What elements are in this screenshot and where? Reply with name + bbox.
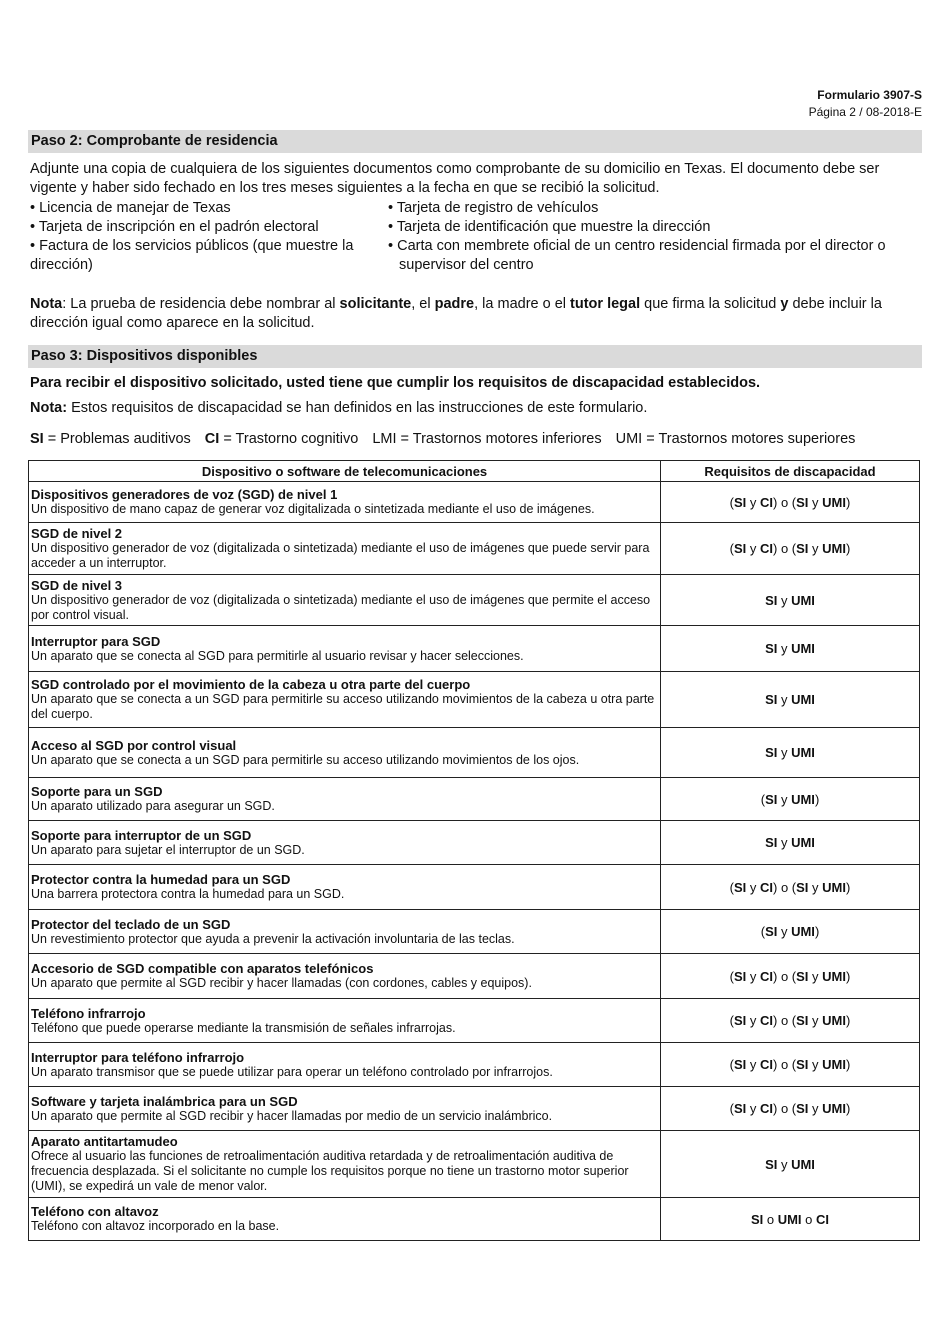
table-row [29,1087,920,1131]
table-row [29,954,920,999]
table-row [29,523,920,575]
column-header-requirements: Requisitos de discapacidad [661,461,920,482]
device-cell [29,575,661,626]
device-description: Un aparato que se conecta a un SGD para permitirle su acceso utilizando movimientos de los ojos. [31,752,580,767]
residence-note [30,295,922,333]
page-info: Página 2 / 08-2018-E [808,105,922,119]
note-text: Estos requisitos de discapacidad se han definidos en las instrucciones de este formulario. [67,400,648,416]
column-header-device: Dispositivo o software de telecomunicaciones [29,461,661,482]
device-name: Teléfono con altavoz [31,1204,159,1219]
device-cell [29,1043,661,1087]
device-cell [29,910,661,954]
note-text: debe incluir la dirección igual como aparece en la solicitud. [30,296,882,331]
device-name: Aparato antitartamudeo [31,1134,178,1149]
legend-text: = Trastorno cognitivo [219,431,359,447]
device-description: Teléfono que puede operarse mediante la transmisión de señales infrarrojas. [31,1020,456,1035]
device-cell [29,482,661,523]
device-cell [29,865,661,910]
table-row [29,482,920,523]
legend-abbr: UMI [615,431,643,447]
device-cell [29,778,661,821]
requirement-cell: (SI y CI) o (SI y UMI) [661,482,920,523]
step2-title: Paso 2: Comprobante de residencia [28,130,922,153]
legend-abbr: LMI [372,431,397,447]
requirement-cell: SI y UMI [661,672,920,728]
doc-item: • Tarjeta de registro de vehículos [388,200,599,216]
table-body [29,482,920,1241]
device-description: Ofrece al usuario las funciones de retroalimentación auditiva retardada y de retroalimentación auditiva de frecuencia desplazada. Si el solicitante no cumple los requisitos porque no tiene un trastorno motor superior (UMI), se expedirá un vale de menor valor. [31,1149,629,1193]
device-name: Interruptor para teléfono infrarrojo [31,1049,245,1065]
step3-title: Paso 3: Dispositivos disponibles [28,345,922,368]
requirement-cell: SI o UMI o CI [661,1198,920,1241]
device-description: Un aparato transmisor que se puede utilizar para operar un teléfono controlado por infrarrojos. [31,1064,553,1079]
note-emph: solicitante [339,296,412,312]
abbreviation-legend [30,430,922,449]
requirement-cell: (SI y UMI) [661,778,920,821]
requirement-cell: (SI y CI) o (SI y UMI) [661,954,920,999]
requirement-cell: (SI y CI) o (SI y UMI) [661,865,920,910]
device-name: Protector del teclado de un SGD [31,916,231,932]
device-cell [29,999,661,1043]
device-cell [29,672,661,728]
form-id: Formulario 3907-S [817,88,922,102]
note-text: , el [411,296,435,312]
requirement-cell: SI y UMI [661,821,920,865]
note-label: Nota [30,296,63,312]
device-description: Un revestimiento protector que ayuda a prevenir la activación involuntaria de las teclas. [31,931,515,946]
device-description: Un aparato utilizado para asegurar un SGD. [31,799,275,813]
table-row [29,778,920,821]
table-row [29,626,920,672]
requirement-cell: SI y UMI [661,575,920,626]
device-description: Un dispositivo generador de voz (digitalizada o sintetizada) mediante el uso de imágenes que puede servir para acceder a un interruptor. [31,541,650,570]
legend-text: = Trastornos motores superiores [642,431,856,447]
step3-note [30,399,922,418]
device-cell [29,821,661,865]
table-row [29,910,920,954]
table-header-row [29,461,920,482]
requirement-cell: (SI y CI) o (SI y UMI) [661,1043,920,1087]
table-row [29,1043,920,1087]
table-row [29,575,920,626]
step3-requirement: Para recibir el dispositivo solicitado, usted tiene que cumplir los requisitos de discapacidad establecidos. [30,375,761,391]
step2-intro: Adjunte una copia de cualquiera de los siguientes documentos como comprobante de su domicilio en Texas. El documento debe ser vigente y haber sido fechado en los tres meses siguientes a la fecha en que se recibió la solicitud. [30,161,880,196]
device-name: Protector contra la humedad para un SGD [31,872,291,887]
table-row [29,999,920,1043]
device-name: Soporte para un SGD [31,784,163,799]
device-name: SGD controlado por el movimiento de la cabeza u otra parte del cuerpo [31,677,471,692]
table-row [29,1131,920,1198]
table-row [29,672,920,728]
device-description: Un aparato que permite al SGD recibir y hacer llamadas (con cordones, cables y equipos). [31,976,532,990]
note-text: : La prueba de residencia debe nombrar al [62,296,340,312]
requirement-cell: SI y UMI [661,626,920,672]
doc-item: • Tarjeta de inscripción en el padrón electoral [30,219,319,235]
requirements-table [28,460,920,1241]
device-name: Acceso al SGD por control visual [31,737,237,753]
device-description: Un aparato para sujetar el interruptor de un SGD. [31,842,305,857]
device-cell [29,523,661,575]
device-description: Una barrera protectora contra la humedad para un SGD. [31,887,345,901]
note-emph: padre [434,296,475,312]
note-emph: y [780,296,789,312]
device-name: Soporte para interruptor de un SGD [31,827,252,843]
device-name: Dispositivos generadores de voz (SGD) de nivel 1 [31,487,338,502]
requirement-cell: (SI y CI) o (SI y UMI) [661,999,920,1043]
requirement-cell: SI y UMI [661,728,920,778]
device-name: SGD de nivel 2 [31,526,123,541]
device-cell [29,1198,661,1241]
device-cell [29,1087,661,1131]
legend-text: = Trastornos motores inferiores [396,431,602,447]
table-row [29,728,920,778]
requirement-cell: (SI y CI) o (SI y UMI) [661,1087,920,1131]
doc-item: • Factura de los servicios públicos (que muestre la dirección) [30,238,354,273]
requirement-cell: SI y UMI [661,1131,920,1198]
document-list-right [388,199,922,275]
device-description: Un aparato que se conecta a un SGD para permitirle su acceso utilizando movimientos de la cabeza u otra parte del cuerpo. [31,692,655,721]
device-name: Teléfono infrarrojo [31,1005,146,1021]
device-description: Un aparato que se conecta al SGD para permitirle al usuario revisar y hacer selecciones. [31,648,524,663]
device-cell [29,728,661,778]
legend-text: = Problemas auditivos [43,431,191,447]
requirement-cell: (SI y UMI) [661,910,920,954]
legend-abbr: SI [30,431,44,447]
device-cell [29,954,661,999]
device-description: Un aparato que permite al SGD recibir y hacer llamadas por medio de un servicio inalámbrico. [31,1108,553,1123]
legend-abbr: CI [204,431,220,447]
table-row [29,865,920,910]
device-description: Un dispositivo generador de voz (digitalizada o sintetizada) mediante el uso de imágenes que permite el acceso por control visual. [31,592,651,622]
table-row [29,821,920,865]
device-name: Software y tarjeta inalámbrica para un SGD [31,1093,298,1109]
note-text: , la madre o el [474,296,571,312]
doc-item: • Tarjeta de identificación que muestre la dirección [388,219,711,235]
device-description: Teléfono con altavoz incorporado en la base. [31,1219,280,1233]
doc-item: • Carta con membrete oficial de un centro residencial firmada por el director o supervisor del centro [388,238,886,273]
note-emph: tutor legal [570,296,641,312]
form-header [809,87,922,121]
device-cell [29,626,661,672]
device-cell [29,1131,661,1198]
table-row [29,1198,920,1241]
device-description: Un dispositivo de mano capaz de generar voz digitalizada o sintetizada mediante el uso de imágenes. [31,502,595,516]
device-name: Interruptor para SGD [31,633,161,649]
requirement-cell: (SI y CI) o (SI y UMI) [661,523,920,575]
document-list-left [30,199,382,275]
doc-item: • Licencia de manejar de Texas [30,200,231,216]
note-label: Nota: [30,400,68,416]
note-text: que firma la solicitud [640,296,781,312]
device-name: SGD de nivel 3 [31,577,123,593]
device-name: Accesorio de SGD compatible con aparatos telefónicos [31,961,374,976]
